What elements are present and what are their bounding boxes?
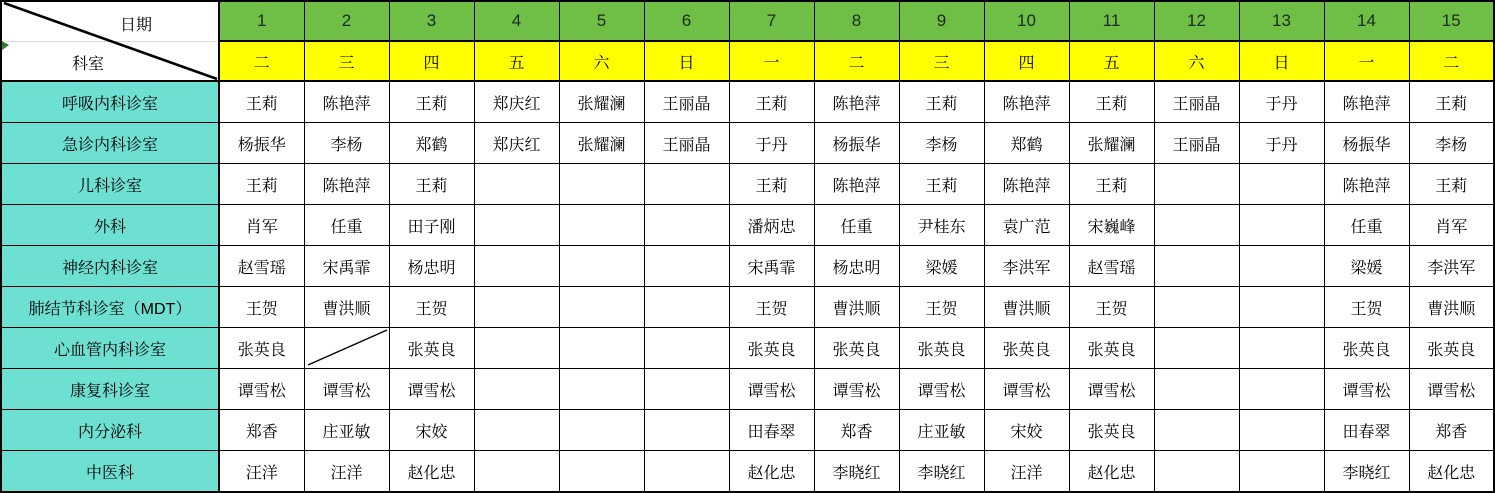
schedule-cell[interactable] <box>474 328 559 369</box>
schedule-cell[interactable] <box>1154 451 1239 493</box>
schedule-cell[interactable]: 王丽晶 <box>644 123 729 164</box>
schedule-cell[interactable]: 赵化忠 <box>389 451 474 493</box>
schedule-cell[interactable]: 曹洪顺 <box>984 287 1069 328</box>
department-row <box>1 164 1494 205</box>
schedule-cell[interactable]: 王贺 <box>389 287 474 328</box>
schedule-cell[interactable] <box>644 410 729 451</box>
schedule-cell[interactable] <box>474 410 559 451</box>
schedule-cell[interactable]: 杨忠明 <box>389 246 474 287</box>
schedule-cell[interactable]: 王丽晶 <box>1154 123 1239 164</box>
schedule-cell[interactable] <box>1239 328 1324 369</box>
schedule-cell[interactable]: 王丽晶 <box>1154 81 1239 123</box>
weekday-header-cell-8[interactable]: 二 <box>814 41 899 81</box>
schedule-cell[interactable]: 王贺 <box>219 287 304 328</box>
schedule-cell[interactable]: 王莉 <box>389 164 474 205</box>
department-cell[interactable]: 儿科诊室 <box>1 164 219 205</box>
schedule-cell[interactable] <box>474 369 559 410</box>
schedule-cell[interactable] <box>474 205 559 246</box>
schedule-cell[interactable]: 谭雪松 <box>1409 369 1494 410</box>
weekday-header-cell-10[interactable]: 四 <box>984 41 1069 81</box>
schedule-cell[interactable]: 郑鹤 <box>389 123 474 164</box>
department-row <box>1 287 1494 328</box>
department-cell[interactable]: 康复科诊室 <box>1 369 219 410</box>
schedule-cell[interactable]: 谭雪松 <box>219 369 304 410</box>
schedule-cell[interactable]: 谭雪松 <box>899 369 984 410</box>
schedule-cell-slash[interactable] <box>304 328 389 369</box>
schedule-cell[interactable]: 王莉 <box>1069 164 1154 205</box>
schedule-cell[interactable]: 于丹 <box>1239 81 1324 123</box>
schedule-cell[interactable] <box>1154 328 1239 369</box>
corner-department-label: 科室 <box>72 56 105 73</box>
weekday-header-cell-13[interactable]: 日 <box>1239 41 1324 81</box>
schedule-cell[interactable]: 张英良 <box>984 328 1069 369</box>
schedule-cell[interactable]: 王莉 <box>1069 81 1154 123</box>
schedule-cell[interactable]: 郑庆红 <box>474 123 559 164</box>
schedule-cell[interactable]: 梁媛 <box>899 246 984 287</box>
date-header-cell-6[interactable]: 6 <box>644 1 729 41</box>
date-header-cell-12[interactable]: 12 <box>1154 1 1239 41</box>
schedule-cell[interactable]: 王贺 <box>1069 287 1154 328</box>
weekday-header-cell-7[interactable]: 一 <box>729 41 814 81</box>
schedule-cell[interactable]: 陈艳萍 <box>984 81 1069 123</box>
schedule-cell[interactable]: 任重 <box>1324 205 1409 246</box>
schedule-cell[interactable] <box>644 164 729 205</box>
schedule-cell[interactable]: 张英良 <box>1324 328 1409 369</box>
date-header-cell-4[interactable]: 4 <box>474 1 559 41</box>
date-header-cell-8[interactable]: 8 <box>814 1 899 41</box>
department-row <box>1 205 1494 246</box>
schedule-cell[interactable]: 陈艳萍 <box>304 81 389 123</box>
schedule-cell[interactable]: 谭雪松 <box>1069 369 1154 410</box>
weekday-header-cell-12[interactable]: 六 <box>1154 41 1239 81</box>
schedule-cell[interactable]: 谭雪松 <box>1324 369 1409 410</box>
schedule-cell[interactable] <box>1154 287 1239 328</box>
schedule-cell[interactable]: 郑香 <box>219 410 304 451</box>
schedule-cell[interactable]: 尹桂东 <box>899 205 984 246</box>
schedule-cell[interactable]: 杨振华 <box>814 123 899 164</box>
schedule-cell[interactable]: 田春翠 <box>1324 410 1409 451</box>
date-header-cell-9[interactable]: 9 <box>899 1 984 41</box>
schedule-cell[interactable]: 张英良 <box>814 328 899 369</box>
schedule-cell[interactable]: 赵雪瑶 <box>1069 246 1154 287</box>
corner-cell[interactable] <box>1 1 219 81</box>
schedule-cell[interactable] <box>1239 246 1324 287</box>
schedule-cell[interactable]: 宋姣 <box>984 410 1069 451</box>
department-cell[interactable]: 内分泌科 <box>1 410 219 451</box>
weekday-header-cell-3[interactable]: 四 <box>389 41 474 81</box>
schedule-cell[interactable]: 肖军 <box>219 205 304 246</box>
schedule-cell[interactable]: 郑庆红 <box>474 81 559 123</box>
schedule-cell[interactable]: 张英良 <box>1409 328 1494 369</box>
department-cell[interactable]: 中医科 <box>1 451 219 493</box>
schedule-cell[interactable]: 王贺 <box>899 287 984 328</box>
date-header-cell-10[interactable]: 10 <box>984 1 1069 41</box>
schedule-cell[interactable]: 庄亚敏 <box>304 410 389 451</box>
date-header-cell-7[interactable]: 7 <box>729 1 814 41</box>
schedule-cell[interactable] <box>559 369 644 410</box>
schedule-cell[interactable] <box>1154 205 1239 246</box>
weekday-header-cell-9[interactable]: 三 <box>899 41 984 81</box>
schedule-cell[interactable]: 曹洪顺 <box>304 287 389 328</box>
schedule-cell[interactable] <box>1239 205 1324 246</box>
schedule-cell[interactable] <box>559 410 644 451</box>
schedule-cell[interactable]: 李晓红 <box>899 451 984 493</box>
corner-diagonal-line <box>2 2 218 80</box>
department-row <box>1 81 1494 123</box>
date-header-cell-11[interactable]: 11 <box>1069 1 1154 41</box>
schedule-cell[interactable]: 张英良 <box>899 328 984 369</box>
date-header-cell-14[interactable]: 14 <box>1324 1 1409 41</box>
schedule-cell[interactable]: 李杨 <box>304 123 389 164</box>
schedule-cell[interactable]: 谭雪松 <box>814 369 899 410</box>
weekday-header-cell-14[interactable]: 一 <box>1324 41 1409 81</box>
schedule-cell[interactable]: 汪洋 <box>219 451 304 493</box>
schedule-cell[interactable]: 张英良 <box>1069 410 1154 451</box>
schedule-cell[interactable]: 陈艳萍 <box>984 164 1069 205</box>
schedule-cell[interactable]: 曹洪顺 <box>814 287 899 328</box>
weekday-header-cell-4[interactable]: 五 <box>474 41 559 81</box>
schedule-cell[interactable]: 郑鹤 <box>984 123 1069 164</box>
schedule-cell[interactable]: 李洪军 <box>984 246 1069 287</box>
schedule-cell[interactable] <box>644 205 729 246</box>
department-cell[interactable]: 肺结节科诊室（MDT） <box>1 287 219 328</box>
schedule-cell[interactable]: 宋姣 <box>389 410 474 451</box>
schedule-cell[interactable]: 宋禹霏 <box>304 246 389 287</box>
schedule-cell[interactable]: 汪洋 <box>304 451 389 493</box>
department-row <box>1 246 1494 287</box>
schedule-cell[interactable]: 谭雪松 <box>389 369 474 410</box>
cell-diagonal-line <box>305 328 389 368</box>
schedule-cell[interactable] <box>474 451 559 493</box>
department-cell[interactable]: 急诊内科诊室 <box>1 123 219 164</box>
schedule-cell[interactable]: 李杨 <box>1409 123 1494 164</box>
schedule-cell[interactable] <box>1154 246 1239 287</box>
schedule-cell[interactable]: 赵雪瑶 <box>219 246 304 287</box>
schedule-cell[interactable]: 田子刚 <box>389 205 474 246</box>
schedule-cell[interactable]: 袁广范 <box>984 205 1069 246</box>
date-header-cell-13[interactable]: 13 <box>1239 1 1324 41</box>
schedule-cell[interactable] <box>1154 164 1239 205</box>
weekday-header-cell-15[interactable]: 二 <box>1409 41 1494 81</box>
schedule-cell[interactable]: 王莉 <box>899 164 984 205</box>
department-row <box>1 451 1494 493</box>
schedule-cell[interactable]: 陈艳萍 <box>1324 81 1409 123</box>
schedule-cell[interactable]: 于丹 <box>729 123 814 164</box>
schedule-cell[interactable] <box>1239 164 1324 205</box>
schedule-cell[interactable] <box>559 287 644 328</box>
department-cell[interactable]: 外科 <box>1 205 219 246</box>
schedule-cell[interactable]: 赵化忠 <box>1409 451 1494 493</box>
schedule-cell[interactable]: 张英良 <box>1069 328 1154 369</box>
schedule-cell[interactable]: 杨忠明 <box>814 246 899 287</box>
schedule-cell[interactable]: 张英良 <box>389 328 474 369</box>
schedule-cell[interactable]: 陈艳萍 <box>304 164 389 205</box>
schedule-cell[interactable] <box>474 164 559 205</box>
schedule-cell[interactable] <box>559 328 644 369</box>
department-row <box>1 410 1494 451</box>
department-row <box>1 328 1494 369</box>
schedule-cell[interactable]: 陈艳萍 <box>1324 164 1409 205</box>
schedule-cell[interactable] <box>559 205 644 246</box>
schedule-cell[interactable]: 杨振华 <box>219 123 304 164</box>
schedule-cell[interactable]: 宋巍峰 <box>1069 205 1154 246</box>
department-row <box>1 123 1494 164</box>
schedule-cell[interactable]: 王莉 <box>219 81 304 123</box>
schedule-cell[interactable]: 郑香 <box>1409 410 1494 451</box>
schedule-cell[interactable]: 王莉 <box>1409 164 1494 205</box>
schedule-cell[interactable]: 陈艳萍 <box>814 164 899 205</box>
schedule-cell[interactable] <box>644 451 729 493</box>
schedule-cell[interactable] <box>559 246 644 287</box>
green-triangle-marker <box>2 41 9 50</box>
schedule-cell[interactable]: 王贺 <box>729 287 814 328</box>
weekday-header-cell-2[interactable]: 三 <box>304 41 389 81</box>
schedule-cell[interactable] <box>474 246 559 287</box>
schedule-cell[interactable]: 李杨 <box>899 123 984 164</box>
schedule-cell[interactable]: 陈艳萍 <box>814 81 899 123</box>
schedule-cell[interactable]: 于丹 <box>1239 123 1324 164</box>
department-row <box>1 369 1494 410</box>
schedule-cell[interactable]: 梁媛 <box>1324 246 1409 287</box>
schedule-cell[interactable]: 任重 <box>814 205 899 246</box>
date-header-cell-1[interactable]: 1 <box>219 1 304 41</box>
weekday-header-cell-5[interactable]: 六 <box>559 41 644 81</box>
schedule-cell[interactable]: 赵化忠 <box>729 451 814 493</box>
schedule-cell[interactable]: 张耀澜 <box>1069 123 1154 164</box>
schedule-cell[interactable]: 谭雪松 <box>304 369 389 410</box>
corner-date-label: 日期 <box>120 17 153 34</box>
schedule-cell[interactable] <box>559 164 644 205</box>
schedule-cell[interactable]: 王莉 <box>899 81 984 123</box>
schedule-cell[interactable]: 李晓红 <box>1324 451 1409 493</box>
schedule-cell[interactable]: 李洪军 <box>1409 246 1494 287</box>
schedule-cell[interactable] <box>474 287 559 328</box>
schedule-cell[interactable] <box>1239 410 1324 451</box>
weekday-header-cell-1[interactable]: 二 <box>219 41 304 81</box>
schedule-cell[interactable]: 王莉 <box>729 81 814 123</box>
schedule-cell[interactable]: 张耀澜 <box>559 123 644 164</box>
schedule-cell[interactable]: 汪洋 <box>984 451 1069 493</box>
department-cell[interactable]: 神经内科诊室 <box>1 246 219 287</box>
schedule-cell[interactable]: 王莉 <box>729 164 814 205</box>
schedule-cell[interactable]: 张英良 <box>219 328 304 369</box>
schedule-cell[interactable] <box>1154 410 1239 451</box>
schedule-cell[interactable]: 田春翠 <box>729 410 814 451</box>
schedule-cell[interactable]: 谭雪松 <box>729 369 814 410</box>
schedule-cell[interactable]: 杨振华 <box>1324 123 1409 164</box>
weekday-header-cell-6[interactable]: 日 <box>644 41 729 81</box>
schedule-cell[interactable]: 谭雪松 <box>984 369 1069 410</box>
schedule-cell[interactable] <box>644 246 729 287</box>
schedule-cell[interactable]: 郑香 <box>814 410 899 451</box>
schedule-cell[interactable] <box>1154 369 1239 410</box>
weekday-header-cell-11[interactable]: 五 <box>1069 41 1154 81</box>
schedule-cell[interactable]: 王莉 <box>1409 81 1494 123</box>
schedule-cell[interactable]: 张英良 <box>729 328 814 369</box>
schedule-cell[interactable]: 张耀澜 <box>559 81 644 123</box>
schedule-cell[interactable]: 王丽晶 <box>644 81 729 123</box>
schedule-cell[interactable]: 任重 <box>304 205 389 246</box>
schedule-cell[interactable]: 曹洪顺 <box>1409 287 1494 328</box>
schedule-cell[interactable]: 王贺 <box>1324 287 1409 328</box>
schedule-cell[interactable]: 庄亚敏 <box>899 410 984 451</box>
schedule-cell[interactable]: 潘炳忠 <box>729 205 814 246</box>
schedule-cell[interactable] <box>644 369 729 410</box>
date-header-cell-5[interactable]: 5 <box>559 1 644 41</box>
schedule-cell[interactable]: 赵化忠 <box>1069 451 1154 493</box>
schedule-cell[interactable] <box>559 451 644 493</box>
schedule-cell[interactable] <box>644 328 729 369</box>
schedule-cell[interactable]: 王莉 <box>389 81 474 123</box>
department-cell[interactable]: 呼吸内科诊室 <box>1 81 219 123</box>
schedule-cell[interactable]: 肖军 <box>1409 205 1494 246</box>
schedule-cell[interactable]: 王莉 <box>219 164 304 205</box>
schedule-cell[interactable] <box>1239 369 1324 410</box>
date-header-cell-3[interactable]: 3 <box>389 1 474 41</box>
department-cell[interactable]: 心血管内科诊室 <box>1 328 219 369</box>
date-header-cell-2[interactable]: 2 <box>304 1 389 41</box>
schedule-cell[interactable] <box>1239 451 1324 493</box>
schedule-cell[interactable]: 宋禹霏 <box>729 246 814 287</box>
schedule-cell[interactable] <box>1239 287 1324 328</box>
date-header-cell-15[interactable]: 15 <box>1409 1 1494 41</box>
schedule-cell[interactable]: 李晓红 <box>814 451 899 493</box>
schedule-cell[interactable] <box>644 287 729 328</box>
